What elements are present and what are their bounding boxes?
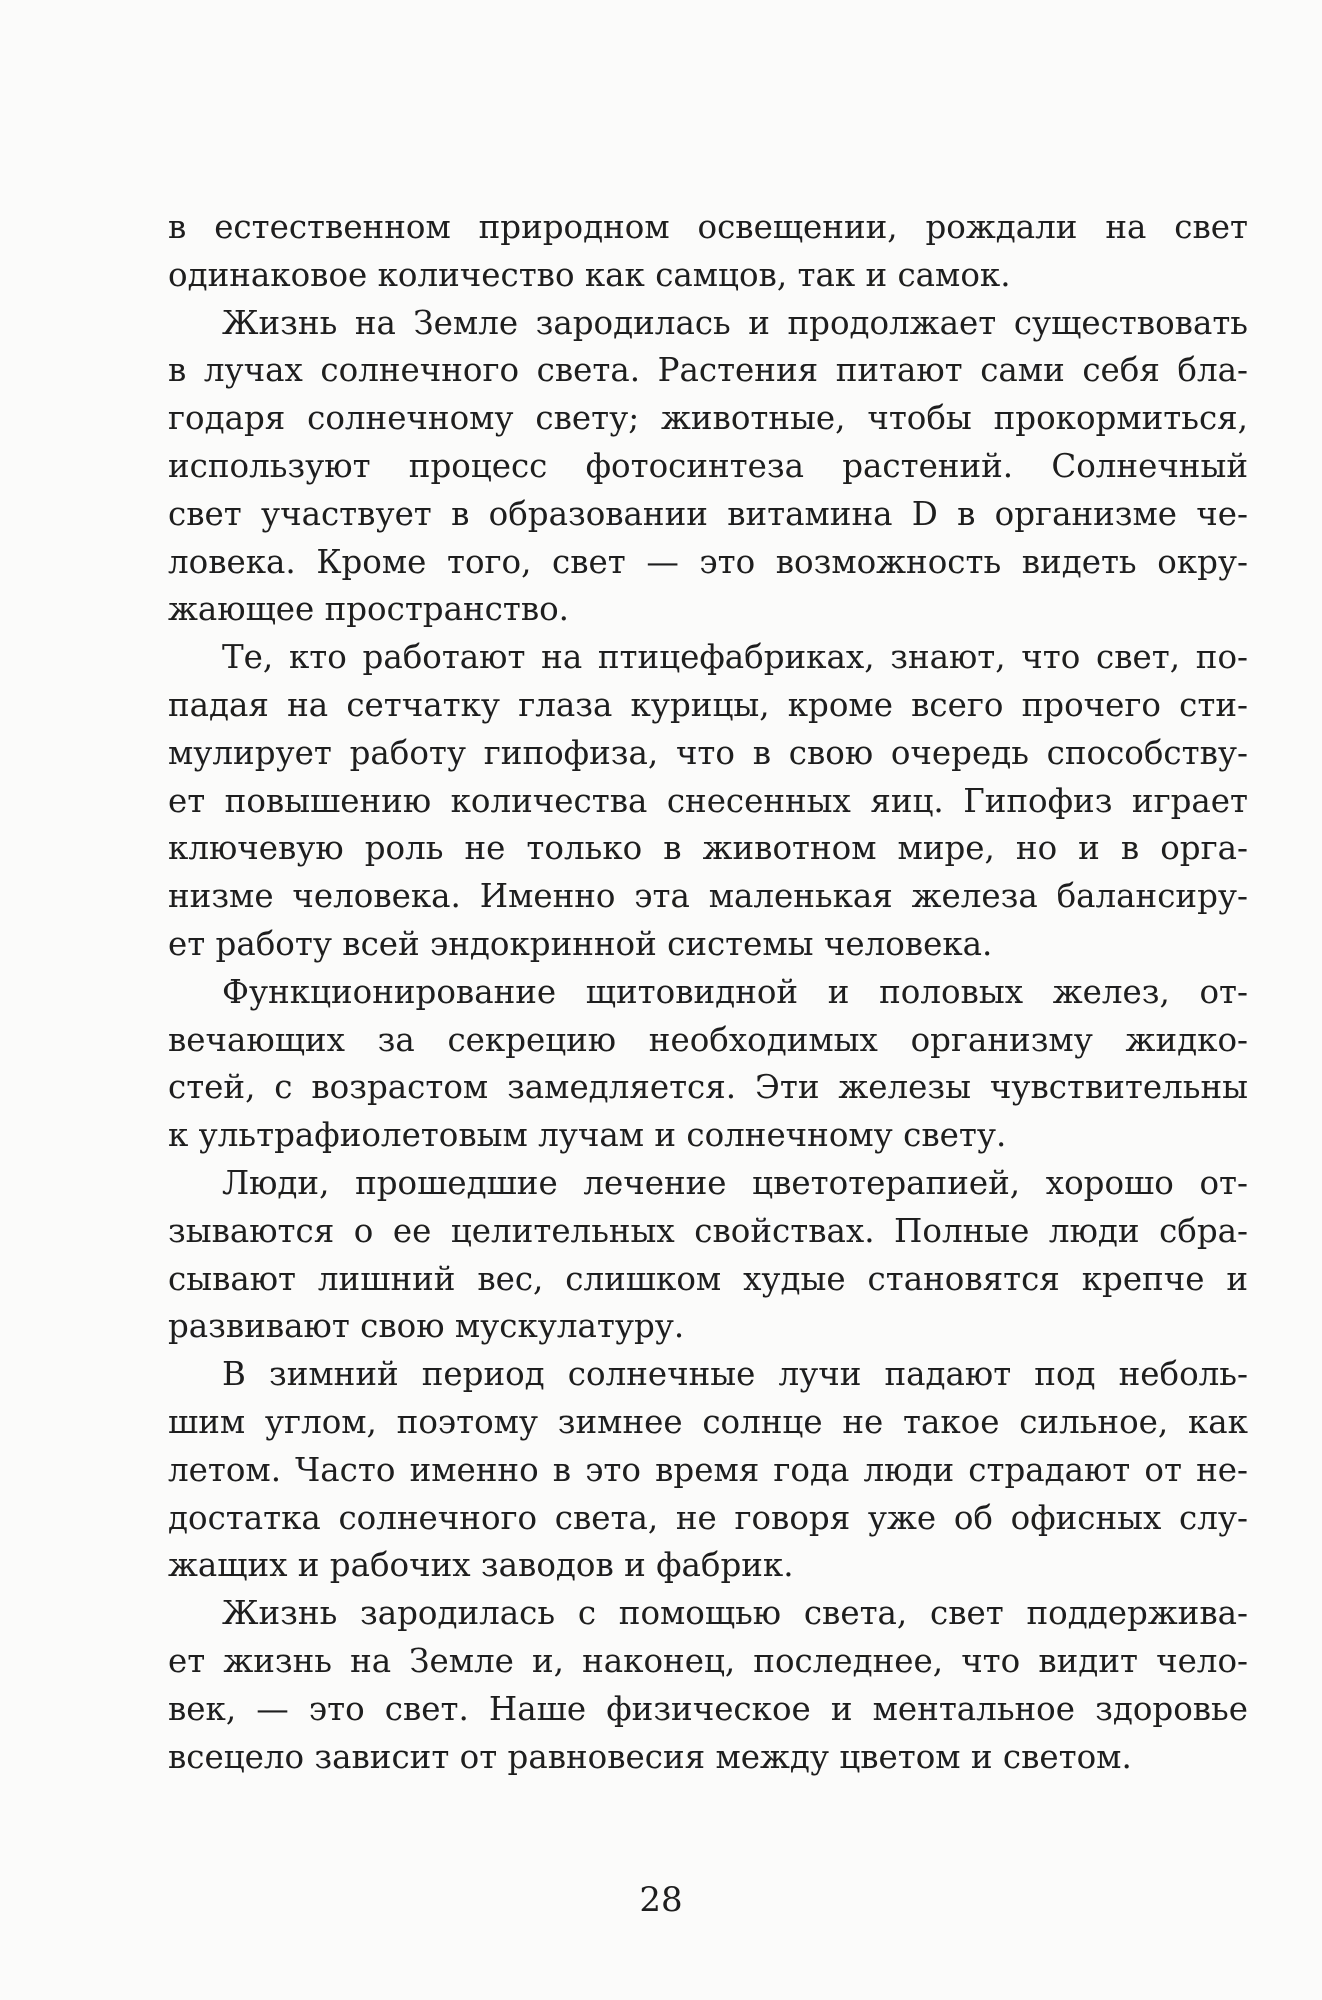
text-line: одинаковое количество как самцов, так и самок. <box>168 255 1011 294</box>
text-line: век, — это свет. Наше физическое и ментальное здоровье <box>168 1689 1248 1728</box>
text-line: всецело зависит от равновесия между цветом и светом. <box>168 1737 1132 1776</box>
text-line: летом. Часто именно в это время года люди страдают от не- <box>168 1450 1248 1489</box>
text-line: ет повышению количества снесенных яиц. Гипофиз играет <box>168 781 1248 820</box>
text-line: в естественном природном освещении, рождали на свет <box>168 208 1248 246</box>
text-line: ет работу всей эндокринной системы человека. <box>168 924 993 963</box>
text-line: вечающих за секрецию необходимых организму жидко- <box>168 1020 1248 1059</box>
text-line: В зимний период солнечные лучи падают под неболь- <box>222 1355 1248 1394</box>
text-line: Жизнь на Земле зародилась и продолжает существовать <box>222 303 1248 342</box>
text-line: падая на сетчатку глаза курицы, кроме всего прочего сти- <box>168 685 1248 724</box>
text-line: мулирует работу гипофиза, что в свою очередь способству- <box>168 733 1248 772</box>
text-line: стей, с возрастом замедляется. Эти железы чувствительны <box>168 1068 1248 1107</box>
text-line: в лучах солнечного света. Растения питают сами себя бла- <box>168 351 1248 390</box>
text-line: Те, кто работают на птицефабриках, знают, что свет, по- <box>222 638 1248 677</box>
text-line: шим углом, поэтому зимнее солнце не такое сильное, как <box>168 1402 1248 1441</box>
text-line: ет жизнь на Земле и, наконец, последнее, что видит чело- <box>168 1641 1248 1680</box>
text-line: Люди, прошедшие лечение цветотерапией, хорошо от- <box>222 1163 1248 1202</box>
page-number: 28 <box>639 1880 683 1920</box>
text-line: Функционирование щитовидной и половых желез, от- <box>222 972 1248 1011</box>
text-line: жающее пространство. <box>168 590 570 629</box>
text-line: используют процесс фотосинтеза растений. Солнечный <box>168 446 1248 485</box>
text-line: ключевую роль не только в животном мире, но и в орга- <box>168 829 1248 868</box>
text-line: низме человека. Именно эта маленькая железа балансиру- <box>168 877 1248 916</box>
text-line: сывают лишний вес, слишком худые становятся крепче и <box>168 1259 1248 1298</box>
text-line: свет участвует в образовании витамина D в организме че- <box>168 494 1248 533</box>
text-line: годаря солнечному свету; животные, чтобы прокормиться, <box>168 399 1248 438</box>
text-line: ловека. Кроме того, свет — это возможность видеть окру- <box>168 542 1248 581</box>
text-line: развивают свою мускулатуру. <box>168 1307 685 1346</box>
text-line: жащих и рабочих заводов и фабрик. <box>168 1546 794 1585</box>
text-line: к ультрафиолетовым лучам и солнечному свету. <box>168 1116 1007 1155</box>
text-line: зываются о ее целительных свойствах. Полные люди сбра- <box>168 1211 1248 1250</box>
text-line: Жизнь зародилась с помощью света, свет поддержива- <box>222 1594 1248 1633</box>
body-text <box>168 204 1248 1781</box>
text-line: достатка солнечного света, не говоря уже об офисных слу- <box>168 1498 1248 1537</box>
